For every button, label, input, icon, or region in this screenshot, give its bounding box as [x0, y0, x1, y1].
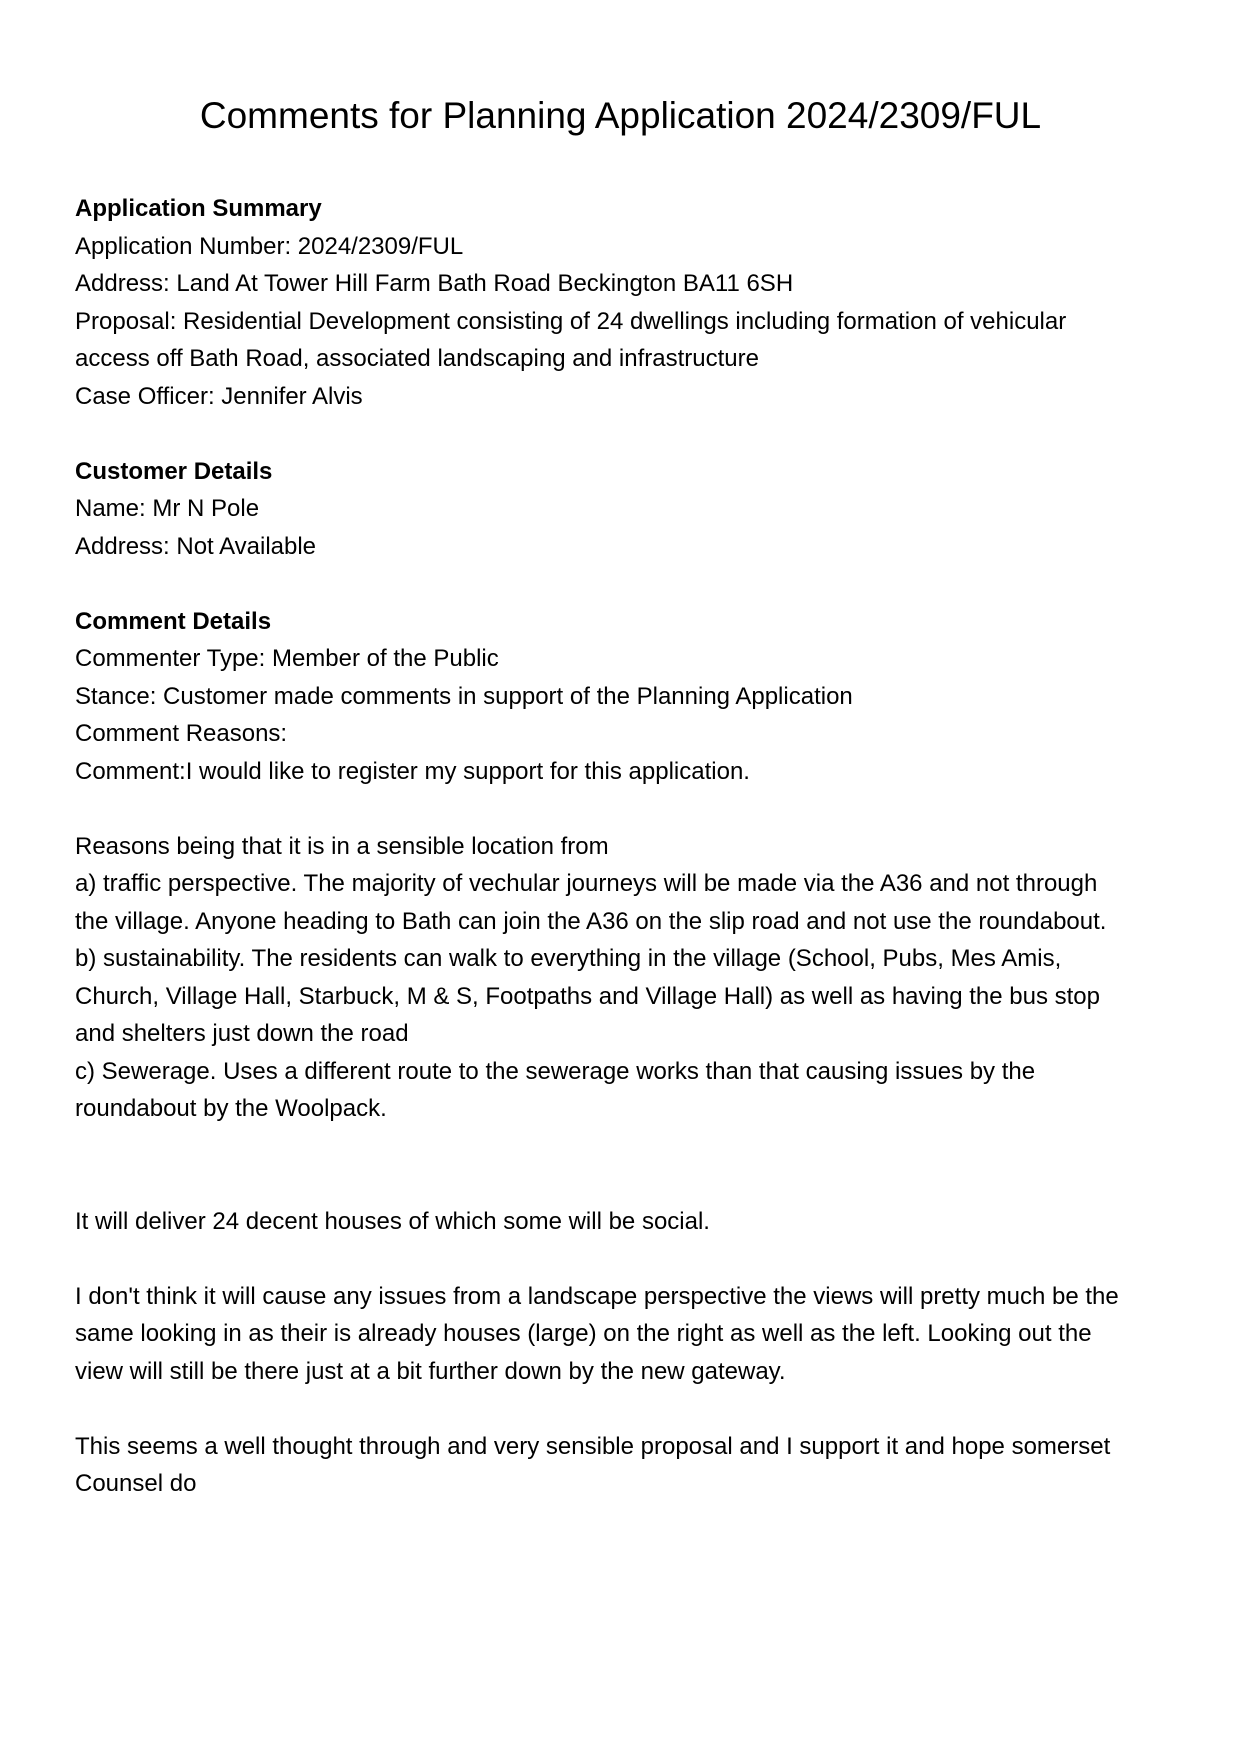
application-address: Address: Land At Tower Hill Farm Bath Road Beckington BA11 6SH [75, 270, 794, 297]
customer-name: Name: Mr N Pole [75, 495, 260, 522]
stance: Stance: Customer made comments in support of the Planning Application [75, 682, 853, 710]
houses-statement: It will deliver 24 decent houses of which some will be social. [75, 1207, 710, 1235]
page-title: Comments for Planning Application 2024/2309/FUL [199, 95, 1042, 136]
paragraph-gap [75, 1390, 1166, 1428]
title-spacer [75, 140, 1166, 190]
application-summary-section [75, 190, 1166, 415]
traffic-line-2: the village. Anyone heading to Bath can join the A36 on the slip road and not use the roundabout. [75, 907, 1107, 935]
commenter-type: Commenter Type: Member of the Public [75, 645, 499, 672]
landscape-line-3: view will still be there just at a bit further down by the new gateway. [75, 1357, 786, 1385]
comment-details-section [75, 603, 1166, 791]
comment-details-heading: Comment Details [75, 607, 272, 635]
paragraph-gap [75, 1240, 1166, 1278]
sustainability-line-1: b) sustainability. The residents can walk to everything in the village (School, Pubs, Mes Amis, [75, 945, 1062, 972]
comment-intro: Comment:I would like to register my support for this application. [75, 757, 750, 785]
proposal-line-2: access off Bath Road, associated landscaping and infrastructure [75, 345, 759, 372]
proposal-line-1: Proposal: Residential Development consisting of 24 dwellings including formation of vehicular [75, 307, 1067, 335]
customer-details-section [75, 453, 1166, 566]
closing-line-1: This seems a well thought through and very sensible proposal and I support it and hope somerset [75, 1432, 1111, 1460]
landscape-line-1: I don't think it will cause any issues from a landscape perspective the views will pretty much be the [75, 1282, 1119, 1310]
sewerage-line-2: roundabout by the Woolpack. [75, 1095, 387, 1122]
customer-address: Address: Not Available [75, 532, 317, 560]
application-number: Application Number: 2024/2309/FUL [75, 232, 464, 260]
sustainability-line-2: Church, Village Hall, Starbuck, M & S, Footpaths and Village Hall) as well as having the bus stop [75, 982, 1100, 1010]
paragraph-gap [75, 1128, 1166, 1203]
case-officer: Case Officer: Jennifer Alvis [75, 382, 363, 410]
paragraph-gap [75, 790, 1166, 828]
section-gap [75, 565, 1166, 603]
sustainability-line-3: and shelters just down the road [75, 1020, 409, 1047]
comment-body [75, 828, 1166, 1503]
section-gap [75, 415, 1166, 453]
closing-line-2: Counsel do [75, 1470, 197, 1497]
application-summary-heading: Application Summary [75, 195, 322, 222]
comment-reasons: Comment Reasons: [75, 720, 288, 747]
reasons-intro: Reasons being that it is in a sensible location from [75, 832, 609, 860]
landscape-line-2: same looking in as their is already houses (large) on the right as well as the left. Looking out the [75, 1320, 1092, 1347]
customer-details-heading: Customer Details [75, 457, 273, 485]
sewerage-line-1: c) Sewerage. Uses a different route to the sewerage works than that causing issues by the [75, 1057, 1036, 1085]
traffic-line-1: a) traffic perspective. The majority of vechular journeys will be made via the A36 and not through [75, 870, 1098, 897]
